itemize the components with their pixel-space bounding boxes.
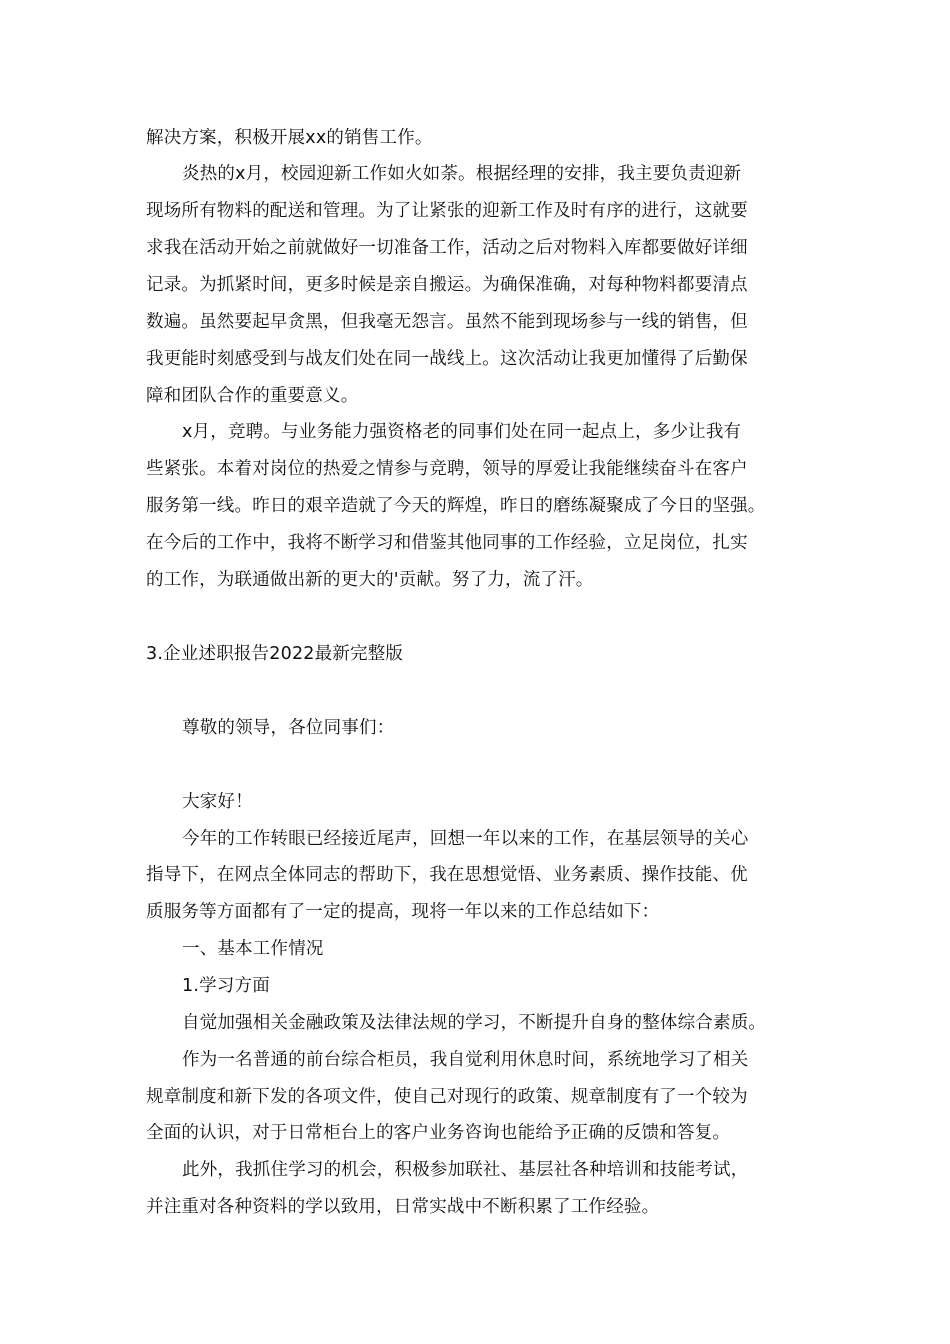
text-line: 自觉加强相关金融政策及法律法规的学习，不断提升自身的整体综合素质。 xyxy=(182,1013,767,1033)
text-line: x月，竞聘。与业务能力强资格老的同事们处在同一起点上，多少让我有 xyxy=(182,422,742,442)
text-line: 求我在活动开始之前就做好一切准备工作，活动之后对物料入库都要做好详细 xyxy=(146,238,748,258)
subsection-heading: 1.学习方面 xyxy=(182,976,270,996)
text-line: 在今后的工作中，我将不断学习和借鉴其他同事的工作经验，立足岗位，扎实 xyxy=(146,533,748,553)
text-line: 此外，我抓住学习的机会，积极参加联社、基层社各种培训和技能考试， xyxy=(182,1160,749,1180)
salutation: 尊敬的领导，各位同事们： xyxy=(182,718,395,738)
text-line: 解决方案，积极开展xx的销售工作。 xyxy=(146,128,433,148)
text-line: 全面的认识，对于日常柜台上的客户业务咨询也能给予正确的反馈和答复。 xyxy=(146,1123,731,1143)
text-line: 今年的工作转眼已经接近尾声，回想一年以来的工作，在基层领导的关心 xyxy=(182,829,749,849)
text-line: 指导下，在网点全体同志的帮助下，我在思想觉悟、业务素质、操作技能、优 xyxy=(146,865,748,885)
text-line: 些紧张。本着对岗位的热爱之情参与竞聘，领导的厚爱让我能继续奋斗在客户 xyxy=(146,459,748,479)
text-line: 我更能时刻感受到与战友们处在同一战线上。这次活动让我更加懂得了后勤保 xyxy=(146,349,748,369)
text-line: 质服务等方面都有了一定的提高，现将一年以来的工作总结如下： xyxy=(146,902,660,922)
text-line: 现场所有物料的配送和管理。为了让紧张的迎新工作及时有序的进行，这就要 xyxy=(146,201,748,221)
text-line: 的工作，为联通做出新的更大的'贡献。努了力，流了汗。 xyxy=(146,570,594,590)
text-line: 规章制度和新下发的各项文件，使自己对现行的政策、规章制度有了一个较为 xyxy=(146,1087,748,1107)
section-heading: 3.企业述职报告2022最新完整版 xyxy=(146,644,404,664)
text-line: 数遍。虽然要起早贪黑，但我毫无怨言。虽然不能到现场参与一线的销售，但 xyxy=(146,312,748,332)
text-line: 记录。为抓紧时间，更多时候是亲自搬运。为确保准确，对每种物料都要清点 xyxy=(146,275,748,295)
text-line: 作为一名普通的前台综合柜员，我自觉利用休息时间，系统地学习了相关 xyxy=(182,1050,749,1070)
text-line: 并注重对各种资料的学以致用，日常实战中不断积累了工作经验。 xyxy=(146,1197,660,1217)
text-line: 炎热的x月，校园迎新工作如火如荼。根据经理的安排，我主要负责迎新 xyxy=(182,164,742,184)
text-line: 服务第一线。昨日的艰辛造就了今天的辉煌，昨日的磨练凝聚成了今日的坚强。 xyxy=(146,496,766,516)
text-line: 障和团队合作的重要意义。 xyxy=(146,386,359,406)
greeting: 大家好！ xyxy=(182,792,253,812)
subsection-heading: 一、基本工作情况 xyxy=(182,939,324,959)
